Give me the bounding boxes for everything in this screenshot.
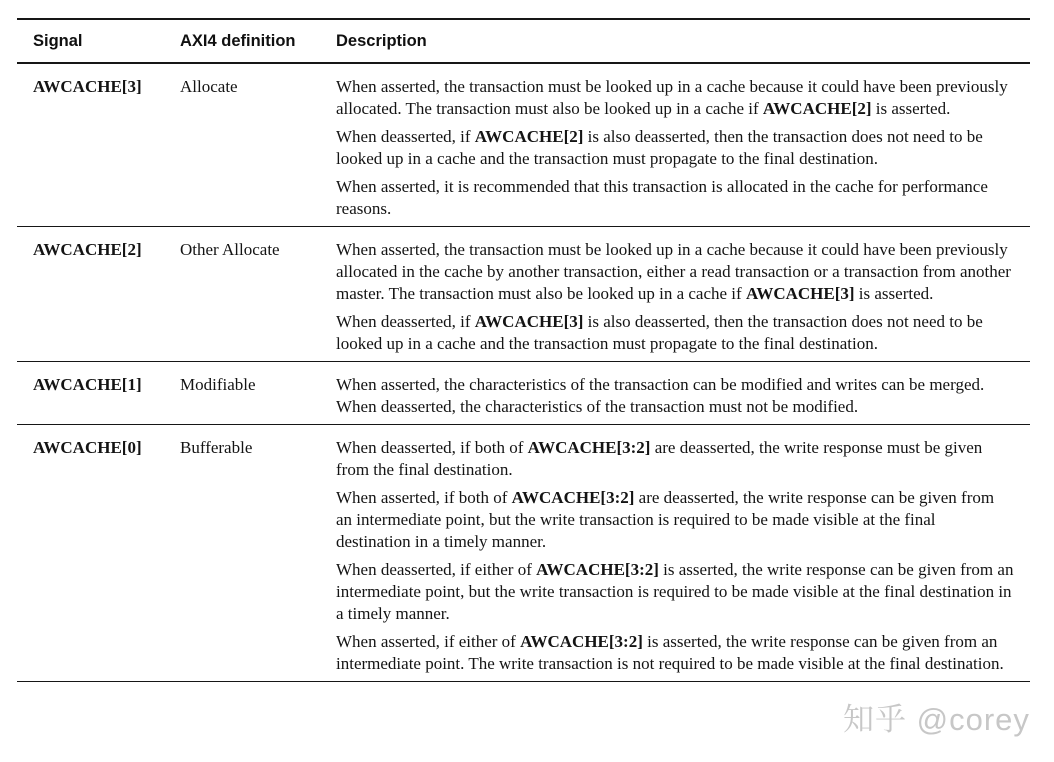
table-row	[17, 64, 1030, 227]
description-cell	[336, 374, 1030, 418]
column-header-axi4-definition: AXI4 definition	[180, 32, 296, 50]
column-header-description: Description	[336, 32, 427, 50]
awcache-signal-table	[17, 18, 1030, 682]
description-cell	[336, 76, 1030, 220]
description-paragraph: When asserted, the transaction must be looked up in a cache because it could have been previously allocated in the cache by another transaction, either a read transaction or a transaction from another master. The transaction must also be looked up in a cache if AWCACHE[3] is asserted.	[336, 240, 1011, 303]
column-header-signal: Signal	[33, 32, 83, 50]
description-cell	[336, 437, 1030, 675]
description-paragraph: When asserted, the characteristics of the transaction can be modified and writes can be merged. When deasserted, the characteristics of the transaction must not be modified.	[336, 375, 985, 416]
table-row	[17, 425, 1030, 682]
description-paragraph: When deasserted, if AWCACHE[3] is also deasserted, then the transaction does not need to be looked up in a cache and the transaction must propagate to the final destination.	[336, 312, 983, 353]
signal-cell: AWCACHE[0]	[33, 438, 142, 457]
description-paragraph: When asserted, the transaction must be looked up in a cache because it could have been previously allocated. The transaction must also be looked up in a cache if AWCACHE[2] is asserted.	[336, 77, 1008, 118]
description-paragraph: When deasserted, if AWCACHE[2] is also deasserted, then the transaction does not need to be looked up in a cache and the transaction must propagate to the final destination.	[336, 127, 983, 168]
table-row	[17, 362, 1030, 425]
definition-cell: Other Allocate	[180, 240, 280, 259]
definition-cell: Bufferable	[180, 438, 253, 457]
watermark: 知乎 @corey	[843, 702, 1030, 737]
signal-cell: AWCACHE[1]	[33, 375, 142, 394]
description-paragraph: When asserted, if both of AWCACHE[3:2] are deasserted, the write response can be given from an intermediate point, but the write transaction is required to be made visible at the final destination in a timely manner.	[336, 488, 995, 551]
description-paragraph: When asserted, if either of AWCACHE[3:2] is asserted, the write response can be given from an intermediate point. The write transaction is not required to be made visible at the final destination.	[336, 632, 1004, 673]
description-cell	[336, 239, 1030, 355]
table-row	[17, 227, 1030, 362]
table-header-row	[17, 20, 1030, 64]
definition-cell: Modifiable	[180, 375, 256, 394]
signal-cell: AWCACHE[2]	[33, 240, 142, 259]
table-body	[17, 64, 1030, 682]
description-paragraph: When deasserted, if both of AWCACHE[3:2] are deasserted, the write response must be given from the final destination.	[336, 438, 983, 479]
definition-cell: Allocate	[180, 77, 238, 96]
description-paragraph: When asserted, it is recommended that this transaction is allocated in the cache for performance reasons.	[336, 177, 988, 218]
description-paragraph: When deasserted, if either of AWCACHE[3:2] is asserted, the write response can be given from an intermediate point, but the write transaction is required to be made visible at the final destination in a timely manner.	[336, 560, 1014, 623]
signal-cell: AWCACHE[3]	[33, 77, 142, 96]
